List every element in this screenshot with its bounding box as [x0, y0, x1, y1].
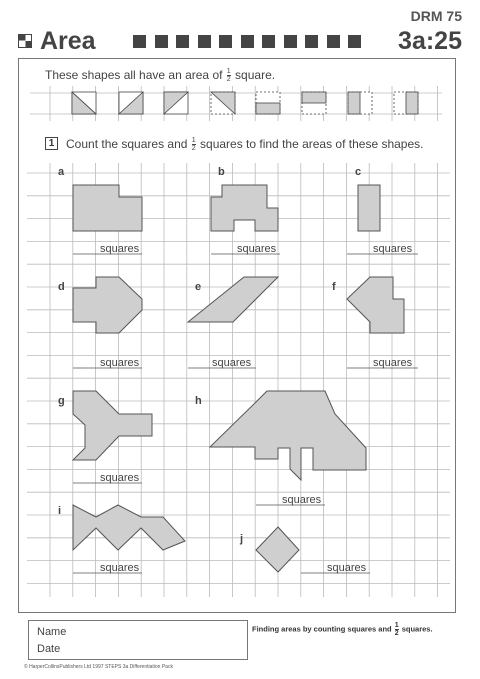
task-text-2: squares to find the areas of these shapes.	[200, 137, 424, 151]
shape-d	[73, 277, 142, 333]
date-label: Date	[37, 643, 61, 655]
answer-suffix-d: squares	[100, 357, 140, 369]
shape-a	[73, 185, 142, 231]
shape-i	[73, 505, 185, 550]
shape-c	[358, 185, 380, 231]
shape-label-c: c	[355, 166, 362, 178]
copyright-notice: © HarperCollinsPublishers Ltd 1997 STEPS 3a Differentiation Pack	[24, 664, 173, 670]
fraction-numerator: 1	[394, 622, 399, 629]
answer-suffix-h: squares	[282, 494, 322, 506]
shape-f	[347, 277, 404, 333]
shape-h	[210, 391, 366, 480]
fraction-numerator: 1	[226, 68, 231, 76]
answer-suffix-i: squares	[100, 562, 140, 574]
half-fraction	[395, 622, 399, 637]
shape-label-a: a	[58, 166, 65, 178]
name-date-box[interactable]	[28, 620, 248, 660]
shape-label-h: h	[195, 395, 202, 407]
task-text-1: Count the squares and	[66, 137, 188, 151]
shape-e	[188, 277, 278, 322]
half-square-examples	[72, 92, 418, 114]
shape-b	[211, 185, 278, 231]
learning-objective	[252, 622, 433, 637]
answer-suffix-f: squares	[373, 357, 413, 369]
answer-suffix-b: squares	[237, 243, 277, 255]
fraction-denominator: 2	[191, 145, 196, 153]
name-label: Name	[37, 626, 67, 638]
answer-suffix-e: squares	[212, 357, 252, 369]
shape-j	[256, 527, 299, 572]
answer-suffix-j: squares	[327, 562, 367, 574]
answer-suffix-g: squares	[100, 472, 140, 484]
worksheet-code: DRM 75	[410, 8, 462, 24]
shape-label-g: g	[58, 395, 65, 407]
shape-label-i: i	[58, 505, 62, 517]
intro-text-after: square.	[235, 68, 276, 82]
intro-text-before: These shapes all have an area of	[45, 68, 223, 82]
shape-label-b: b	[218, 166, 225, 178]
page-title: Area	[40, 27, 96, 55]
fraction-denominator: 2	[394, 630, 399, 637]
lesson-number: 3a:25	[398, 27, 462, 55]
answer-suffix-c: squares	[373, 243, 413, 255]
task-number: 1	[45, 137, 58, 150]
shape-label-f: f	[332, 281, 336, 293]
shape-label-d: d	[58, 281, 65, 293]
answer-suffix-a: squares	[100, 243, 140, 255]
note-text: Finding areas by counting squares and	[252, 624, 392, 634]
fraction-denominator: 2	[226, 76, 231, 84]
shape-label-e: e	[195, 281, 202, 293]
note-suffix: squares.	[401, 624, 433, 634]
shape-label-j: j	[240, 533, 244, 545]
fraction-numerator: 1	[191, 137, 196, 145]
